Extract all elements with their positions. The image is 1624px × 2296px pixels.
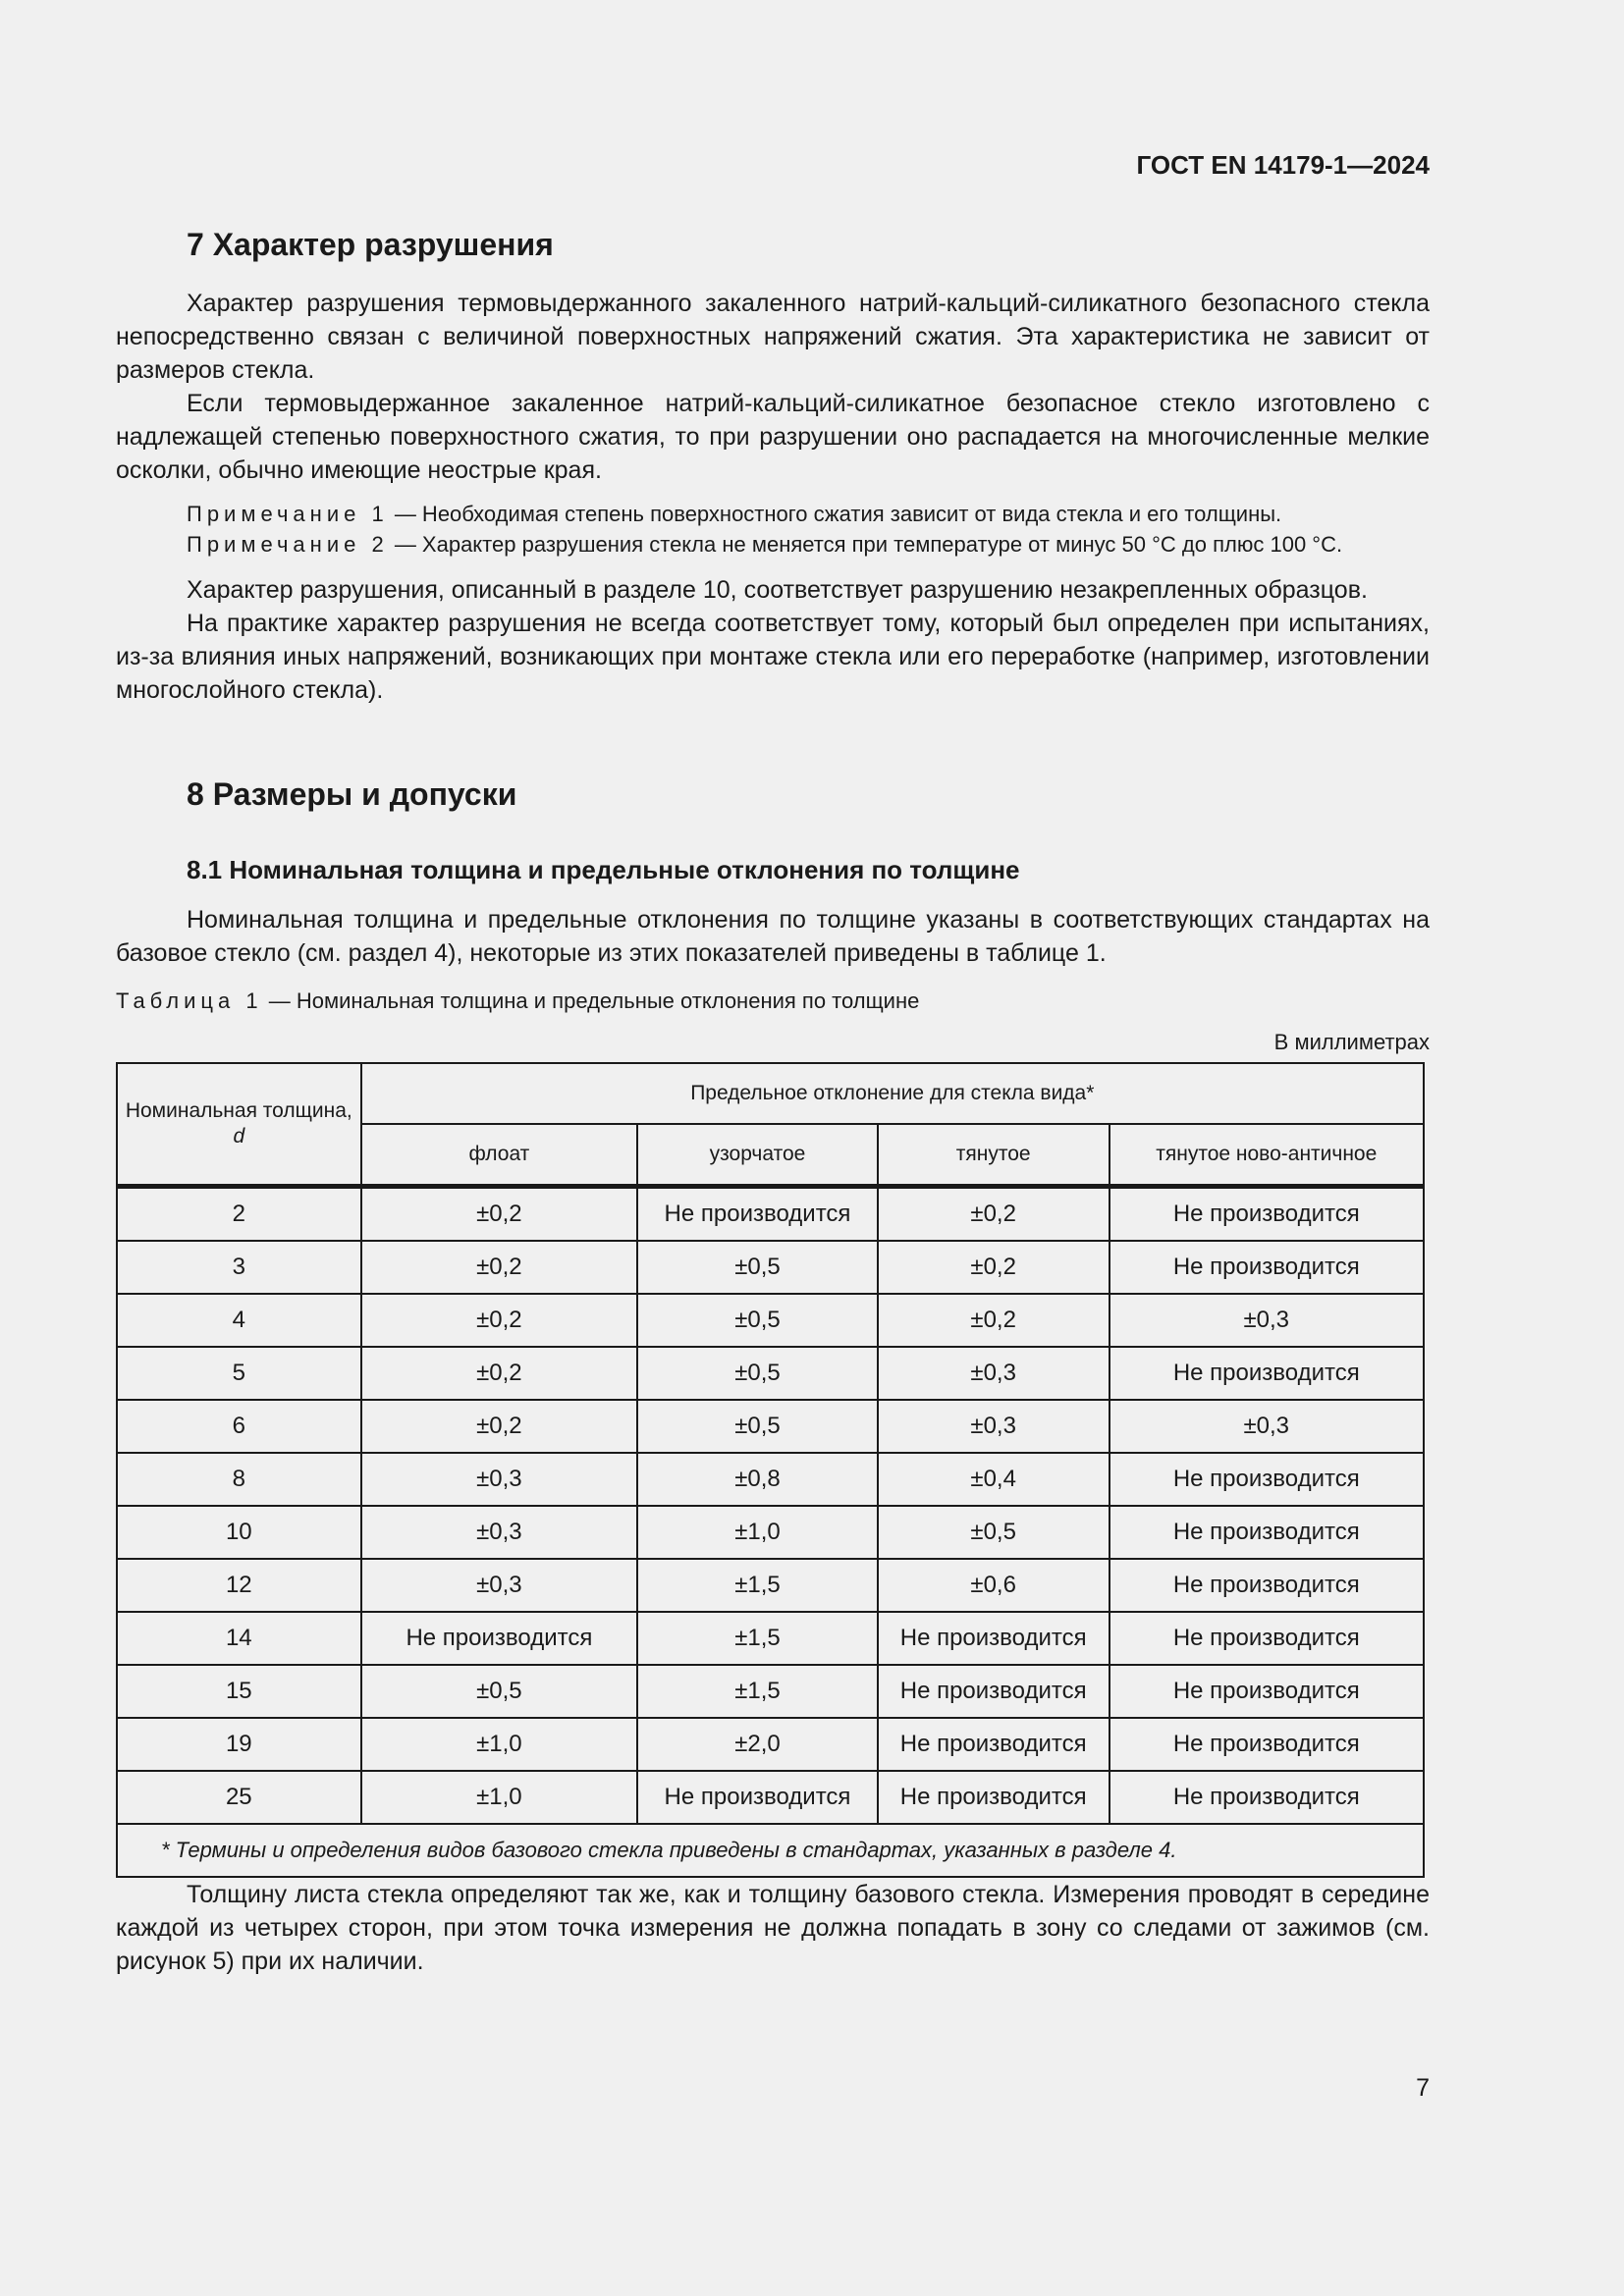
table-cell: ±1,0	[361, 1718, 638, 1771]
table-cell: 25	[117, 1771, 361, 1824]
closing-paragraph: Толщину листа стекла определяют так же, как и толщину базового стекла. Измерения проводят в середине каждой из четырех сторон, при этом точка измерения не должна попадать в зону со следами от зажимов (см. рисунок 5) при их наличии.	[116, 1881, 1430, 1975]
table-cell: 15	[117, 1665, 361, 1718]
table-header-row	[117, 1063, 1424, 1124]
table-cell: ±0,8	[637, 1453, 878, 1506]
table-cell: Не производится	[1110, 1665, 1424, 1718]
table-caption	[116, 986, 1430, 1017]
table-cell: ±0,3	[878, 1400, 1110, 1453]
table-cell: ±2,0	[637, 1718, 878, 1771]
table-caption-label: Таблица 1	[116, 988, 263, 1013]
subsection-8-1-paragraph: Номинальная толщина и предельные отклонения по толщине указаны в соответствующих стандартах на базовое стекло (см. раздел 4), некоторые из этих показателей приведены в таблице 1.	[116, 906, 1430, 967]
table-cell: ±0,5	[637, 1347, 878, 1400]
table-cell: ±1,0	[637, 1506, 878, 1559]
table-cell: Не производится	[1110, 1453, 1424, 1506]
table-cell: ±0,2	[878, 1187, 1110, 1242]
table-cell: ±0,5	[637, 1400, 878, 1453]
table-cell: ±0,5	[637, 1294, 878, 1347]
table-row	[117, 1294, 1424, 1347]
table-cell: ±0,3	[361, 1506, 638, 1559]
table-cell: 8	[117, 1453, 361, 1506]
table-row	[117, 1347, 1424, 1400]
notes-block	[116, 499, 1430, 560]
table-row	[117, 1187, 1424, 1242]
table-row	[117, 1241, 1424, 1294]
table-cell: Не производится	[1110, 1718, 1424, 1771]
table-cell: Не производится	[1110, 1506, 1424, 1559]
tolerance-table	[116, 1062, 1425, 1878]
table-cell: ±0,5	[361, 1665, 638, 1718]
table-cell: ±1,5	[637, 1665, 878, 1718]
note-2-text: — Характер разрушения стекла не меняется при температуре от минус 50 °С до плюс 100 °С.	[394, 532, 1343, 557]
table-cell: 14	[117, 1612, 361, 1665]
table-cell: ±0,3	[1110, 1294, 1424, 1347]
header-drawn-new-antique: тянутое ново-античное	[1110, 1124, 1424, 1187]
table-cell: ±0,2	[361, 1294, 638, 1347]
table-row	[117, 1400, 1424, 1453]
table-cell: ±1,0	[361, 1771, 638, 1824]
table-cell: ±0,3	[878, 1347, 1110, 1400]
table-cell: 12	[117, 1559, 361, 1612]
table-cell: 19	[117, 1718, 361, 1771]
note-2	[116, 529, 1430, 560]
table-cell: ±0,2	[361, 1241, 638, 1294]
table-cell: Не производится	[1110, 1612, 1424, 1665]
table-cell: Не производится	[1110, 1559, 1424, 1612]
table-row	[117, 1612, 1424, 1665]
table-cell: Не производится	[878, 1665, 1110, 1718]
table-row	[117, 1453, 1424, 1506]
table-footnote-row	[117, 1824, 1424, 1877]
table-cell: 10	[117, 1506, 361, 1559]
table-cell: 2	[117, 1187, 361, 1242]
table-row	[117, 1665, 1424, 1718]
header-float: флоат	[361, 1124, 638, 1187]
section-7-paragraph-2: Если термовыдержанное закаленное натрий-кальций-силикатное безопасное стекло изготовлено с надлежащей степенью поверхностного сжатия, то при разрушении оно распадается на многочисленные мелкие осколки, обычно имеющие неострые края.	[116, 390, 1430, 484]
table-cell: ±0,5	[637, 1241, 878, 1294]
note-1	[116, 499, 1430, 529]
table-cell: Не производится	[361, 1612, 638, 1665]
table-cell: 6	[117, 1400, 361, 1453]
table-cell: ±0,3	[361, 1559, 638, 1612]
page-content	[116, 224, 1430, 1978]
section-7-title: 7 Характер разрушения	[187, 227, 554, 262]
table-cell: 5	[117, 1347, 361, 1400]
table-cell: Не производится	[637, 1771, 878, 1824]
table-cell: ±0,2	[878, 1241, 1110, 1294]
table-footnote: * Термины и определения видов базового стекла приведены в стандартах, указанных в разделе 4.	[117, 1824, 1424, 1877]
table-unit: В миллиметрах	[1273, 1030, 1430, 1054]
table-row	[117, 1771, 1424, 1824]
header-thickness	[117, 1063, 361, 1187]
table-cell: Не производится	[1110, 1241, 1424, 1294]
table-cell: Не производится	[637, 1187, 878, 1242]
table-cell: ±0,3	[361, 1453, 638, 1506]
table-cell: ±1,5	[637, 1559, 878, 1612]
table-cell: Не производится	[1110, 1187, 1424, 1242]
table-cell: Не производится	[1110, 1347, 1424, 1400]
table-row	[117, 1559, 1424, 1612]
header-patterned: узорчатое	[637, 1124, 878, 1187]
page-number: 7	[1416, 2074, 1430, 2102]
table-cell: ±0,3	[1110, 1400, 1424, 1453]
header-drawn: тянутое	[878, 1124, 1110, 1187]
table-cell: ±0,2	[878, 1294, 1110, 1347]
section-7-paragraph-4: На практике характер разрушения не всегда соответствует тому, который был определен при испытаниях, из-за влияния иных напряжений, возникающих при монтаже стекла или его переработке (например, изготовлении многослойного стекла).	[116, 610, 1430, 704]
table-cell: Не производится	[1110, 1771, 1424, 1824]
table-cell: ±0,2	[361, 1187, 638, 1242]
table-cell: Не производится	[878, 1771, 1110, 1824]
table-cell: ±0,5	[878, 1506, 1110, 1559]
table-cell: ±1,5	[637, 1612, 878, 1665]
header-thickness-var: d	[233, 1125, 245, 1148]
subsection-8-1-title: 8.1 Номинальная толщина и предельные отклонения по толщине	[187, 855, 1020, 884]
table-cell: ±0,4	[878, 1453, 1110, 1506]
section-8-title: 8 Размеры и допуски	[187, 776, 517, 812]
table-caption-text: — Номинальная толщина и предельные отклонения по толщине	[268, 988, 920, 1013]
document-header: ГОСТ EN 14179-1—2024	[1136, 150, 1430, 180]
table-cell: ±0,6	[878, 1559, 1110, 1612]
header-thickness-label: Номинальная толщина,	[125, 1099, 352, 1122]
table-cell: 3	[117, 1241, 361, 1294]
table-row	[117, 1718, 1424, 1771]
note-1-text: — Необходимая степень поверхностного сжатия зависит от вида стекла и его толщины.	[394, 502, 1282, 526]
table-row	[117, 1506, 1424, 1559]
table-cell: Не производится	[878, 1612, 1110, 1665]
table-body	[117, 1187, 1424, 1825]
table-cell: ±0,2	[361, 1400, 638, 1453]
table-cell: ±0,2	[361, 1347, 638, 1400]
header-deviation-group: Предельное отклонение для стекла вида*	[361, 1063, 1424, 1124]
table-cell: Не производится	[878, 1718, 1110, 1771]
note-2-label: Примечание 2	[187, 532, 389, 557]
section-7-paragraph-3: Характер разрушения, описанный в разделе 10, соответствует разрушению незакрепленных образцов.	[187, 576, 1368, 604]
table-cell: 4	[117, 1294, 361, 1347]
note-1-label: Примечание 1	[187, 502, 389, 526]
section-7-paragraph-1: Характер разрушения термовыдержанного закаленного натрий-кальций-силикатного безопасного стекла непосредственно связан с величиной поверхностных напряжений сжатия. Эта характеристика не зависит от размеров стекла.	[116, 290, 1430, 384]
